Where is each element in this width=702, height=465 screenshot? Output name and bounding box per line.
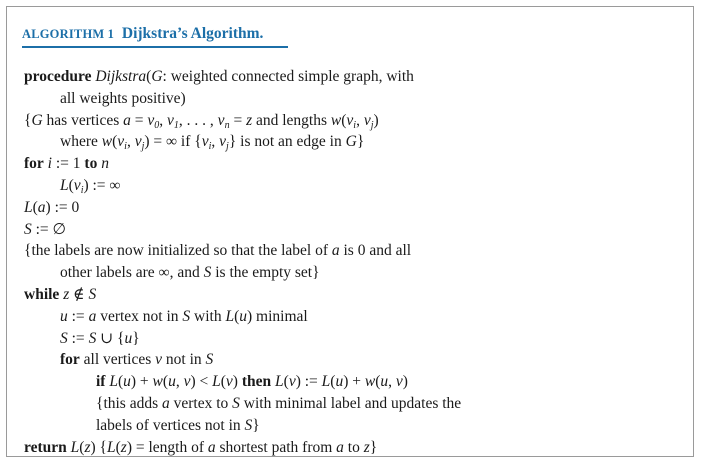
code-line: other labels are ∞, and S is the empty set} bbox=[60, 264, 320, 282]
code-line: $L(v_i)$ := ∞ bbox=[60, 176, 121, 196]
code-line: return L(z) {L(z) = length of a shortest path from a to z} bbox=[24, 438, 378, 456]
code-line: S := ∅ bbox=[24, 220, 67, 238]
code-line: {the labels are now initialized so that the label of a is 0 and all bbox=[24, 242, 412, 260]
code-line: for all vertices v not in S bbox=[60, 351, 214, 369]
code-line: if L(u) + w(u, v) < L(v) then L(v) := L(u) + w(u, v) bbox=[96, 373, 408, 391]
code-line: {this adds a vertex to S with minimal label and updates the bbox=[96, 394, 462, 412]
algorithm-label: ALGORITHM 1 bbox=[22, 27, 115, 41]
code-line: while z ∉ S bbox=[24, 285, 97, 303]
pseudocode bbox=[24, 66, 461, 458]
code-line: all weights positive) bbox=[60, 89, 186, 107]
code-line: S := S ∪ {u} bbox=[60, 329, 140, 347]
code-line: where $w(v_i$, $v_j$) = ∞ if {$v_i$, $v_j$} is not an edge in G} bbox=[60, 133, 365, 153]
code-line: {G has vertices $a = v_0$, $v_1$, . . . , $v_n = z$ and lengths $w(v_i$, $v_j$) bbox=[24, 111, 379, 131]
title-underline bbox=[22, 46, 288, 48]
algorithm-title bbox=[22, 25, 263, 43]
code-line: labels of vertices not in S} bbox=[96, 416, 260, 434]
algorithm-name: Dijkstra’s Algorithm. bbox=[121, 25, 264, 42]
code-line: procedure Dijkstra(G: weighted connected simple graph, with bbox=[24, 68, 414, 85]
code-line: L(a) := 0 bbox=[24, 198, 80, 216]
code-line: u := a vertex not in S with L(u) minimal bbox=[60, 307, 308, 325]
code-line: for i := 1 to n bbox=[24, 155, 109, 173]
